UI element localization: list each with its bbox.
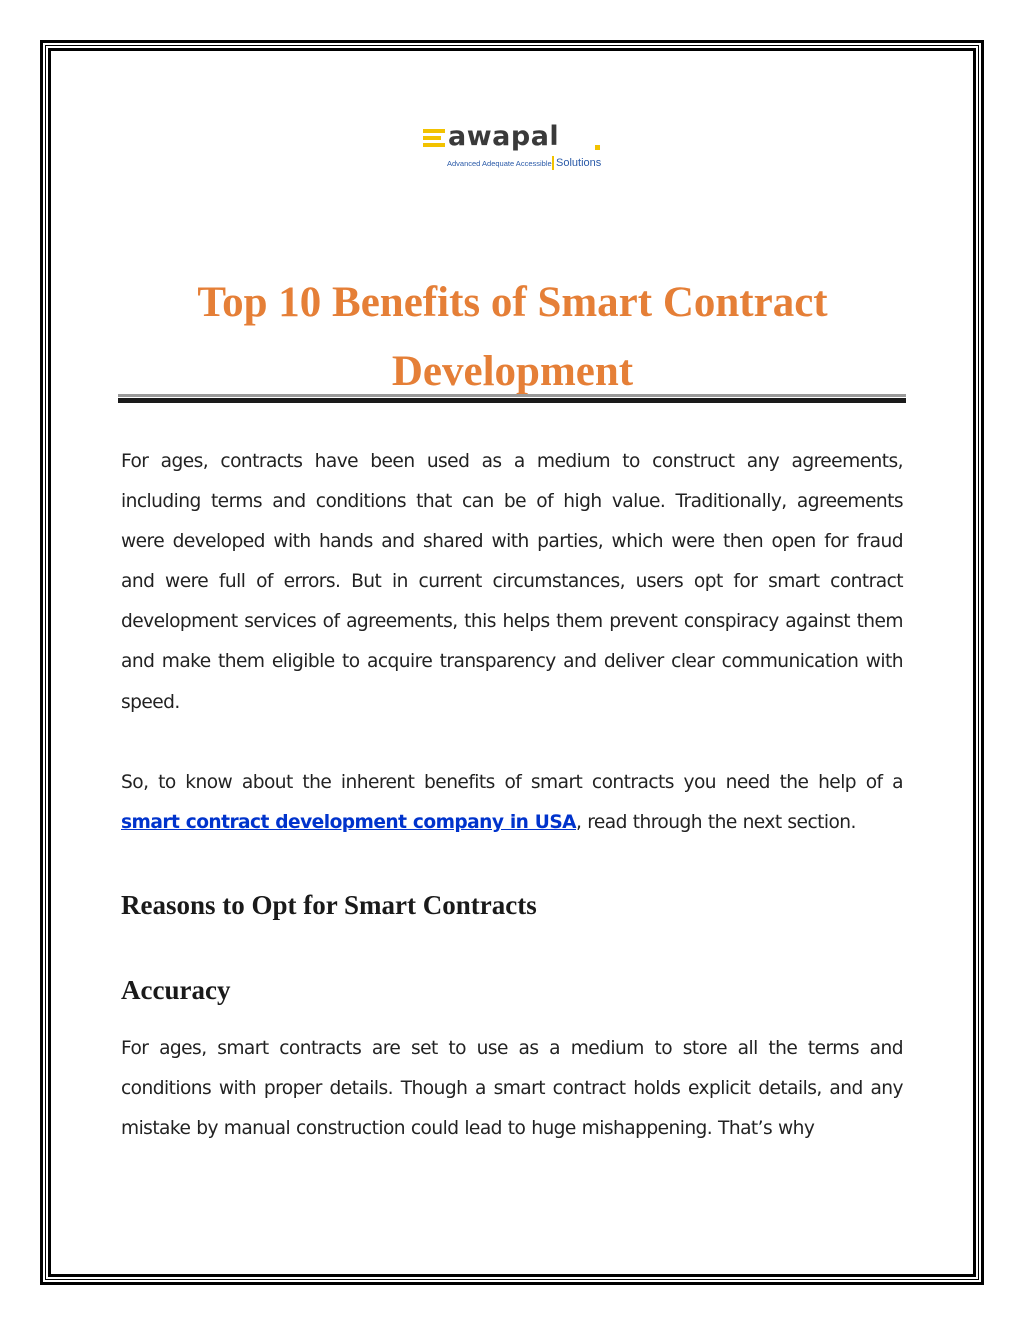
accuracy-paragraph: For ages, smart contracts are set to use as a medium to store all the terms and conditions with proper details. Though a smart contract holds explicit details, and any mistake by manual construction could lead to huge mishappening. That’s why [121, 1038, 903, 1140]
logo-bars-icon [423, 129, 445, 149]
subsection-heading-accuracy: Accuracy [121, 975, 231, 1005]
page-title [120, 268, 905, 406]
title-rule-thick [118, 398, 906, 403]
logo-wordmark: awapal [448, 121, 560, 152]
second-paragraph-tail: , read through the next section. [576, 812, 856, 834]
section-heading: Reasons to Opt for Smart Contracts [121, 890, 537, 920]
logo-tagline: Advanced Adequate Accessible [447, 159, 552, 168]
logo-separator [552, 156, 554, 170]
awapal-logo [423, 121, 603, 174]
title-rule-thin [118, 394, 906, 397]
title-line-1: Top 10 Benefits of Smart Contract [197, 279, 828, 326]
logo-solutions: Solutions [556, 157, 602, 169]
second-paragraph [121, 763, 903, 843]
smart-contract-company-link[interactable]: smart contract development company in USA [121, 812, 577, 834]
title-line-2: Development [391, 348, 634, 395]
intro-paragraph: For ages, contracts have been used as a medium to construct any agreements, including terms and conditions that can be of high value. Traditionally, agreements were developed with hands and shared with parties, which were then open for fraud and were full of errors. But in current circumstances, users opt for smart contract development services of agreements, this helps them prevent conspiracy against them and make them eligible to acquire transparency and deliver clear communication with speed. [121, 451, 903, 713]
second-paragraph-lead: So, to know about the inherent benefits of smart contracts you need the help of a [121, 772, 903, 793]
logo-dot [595, 145, 600, 150]
